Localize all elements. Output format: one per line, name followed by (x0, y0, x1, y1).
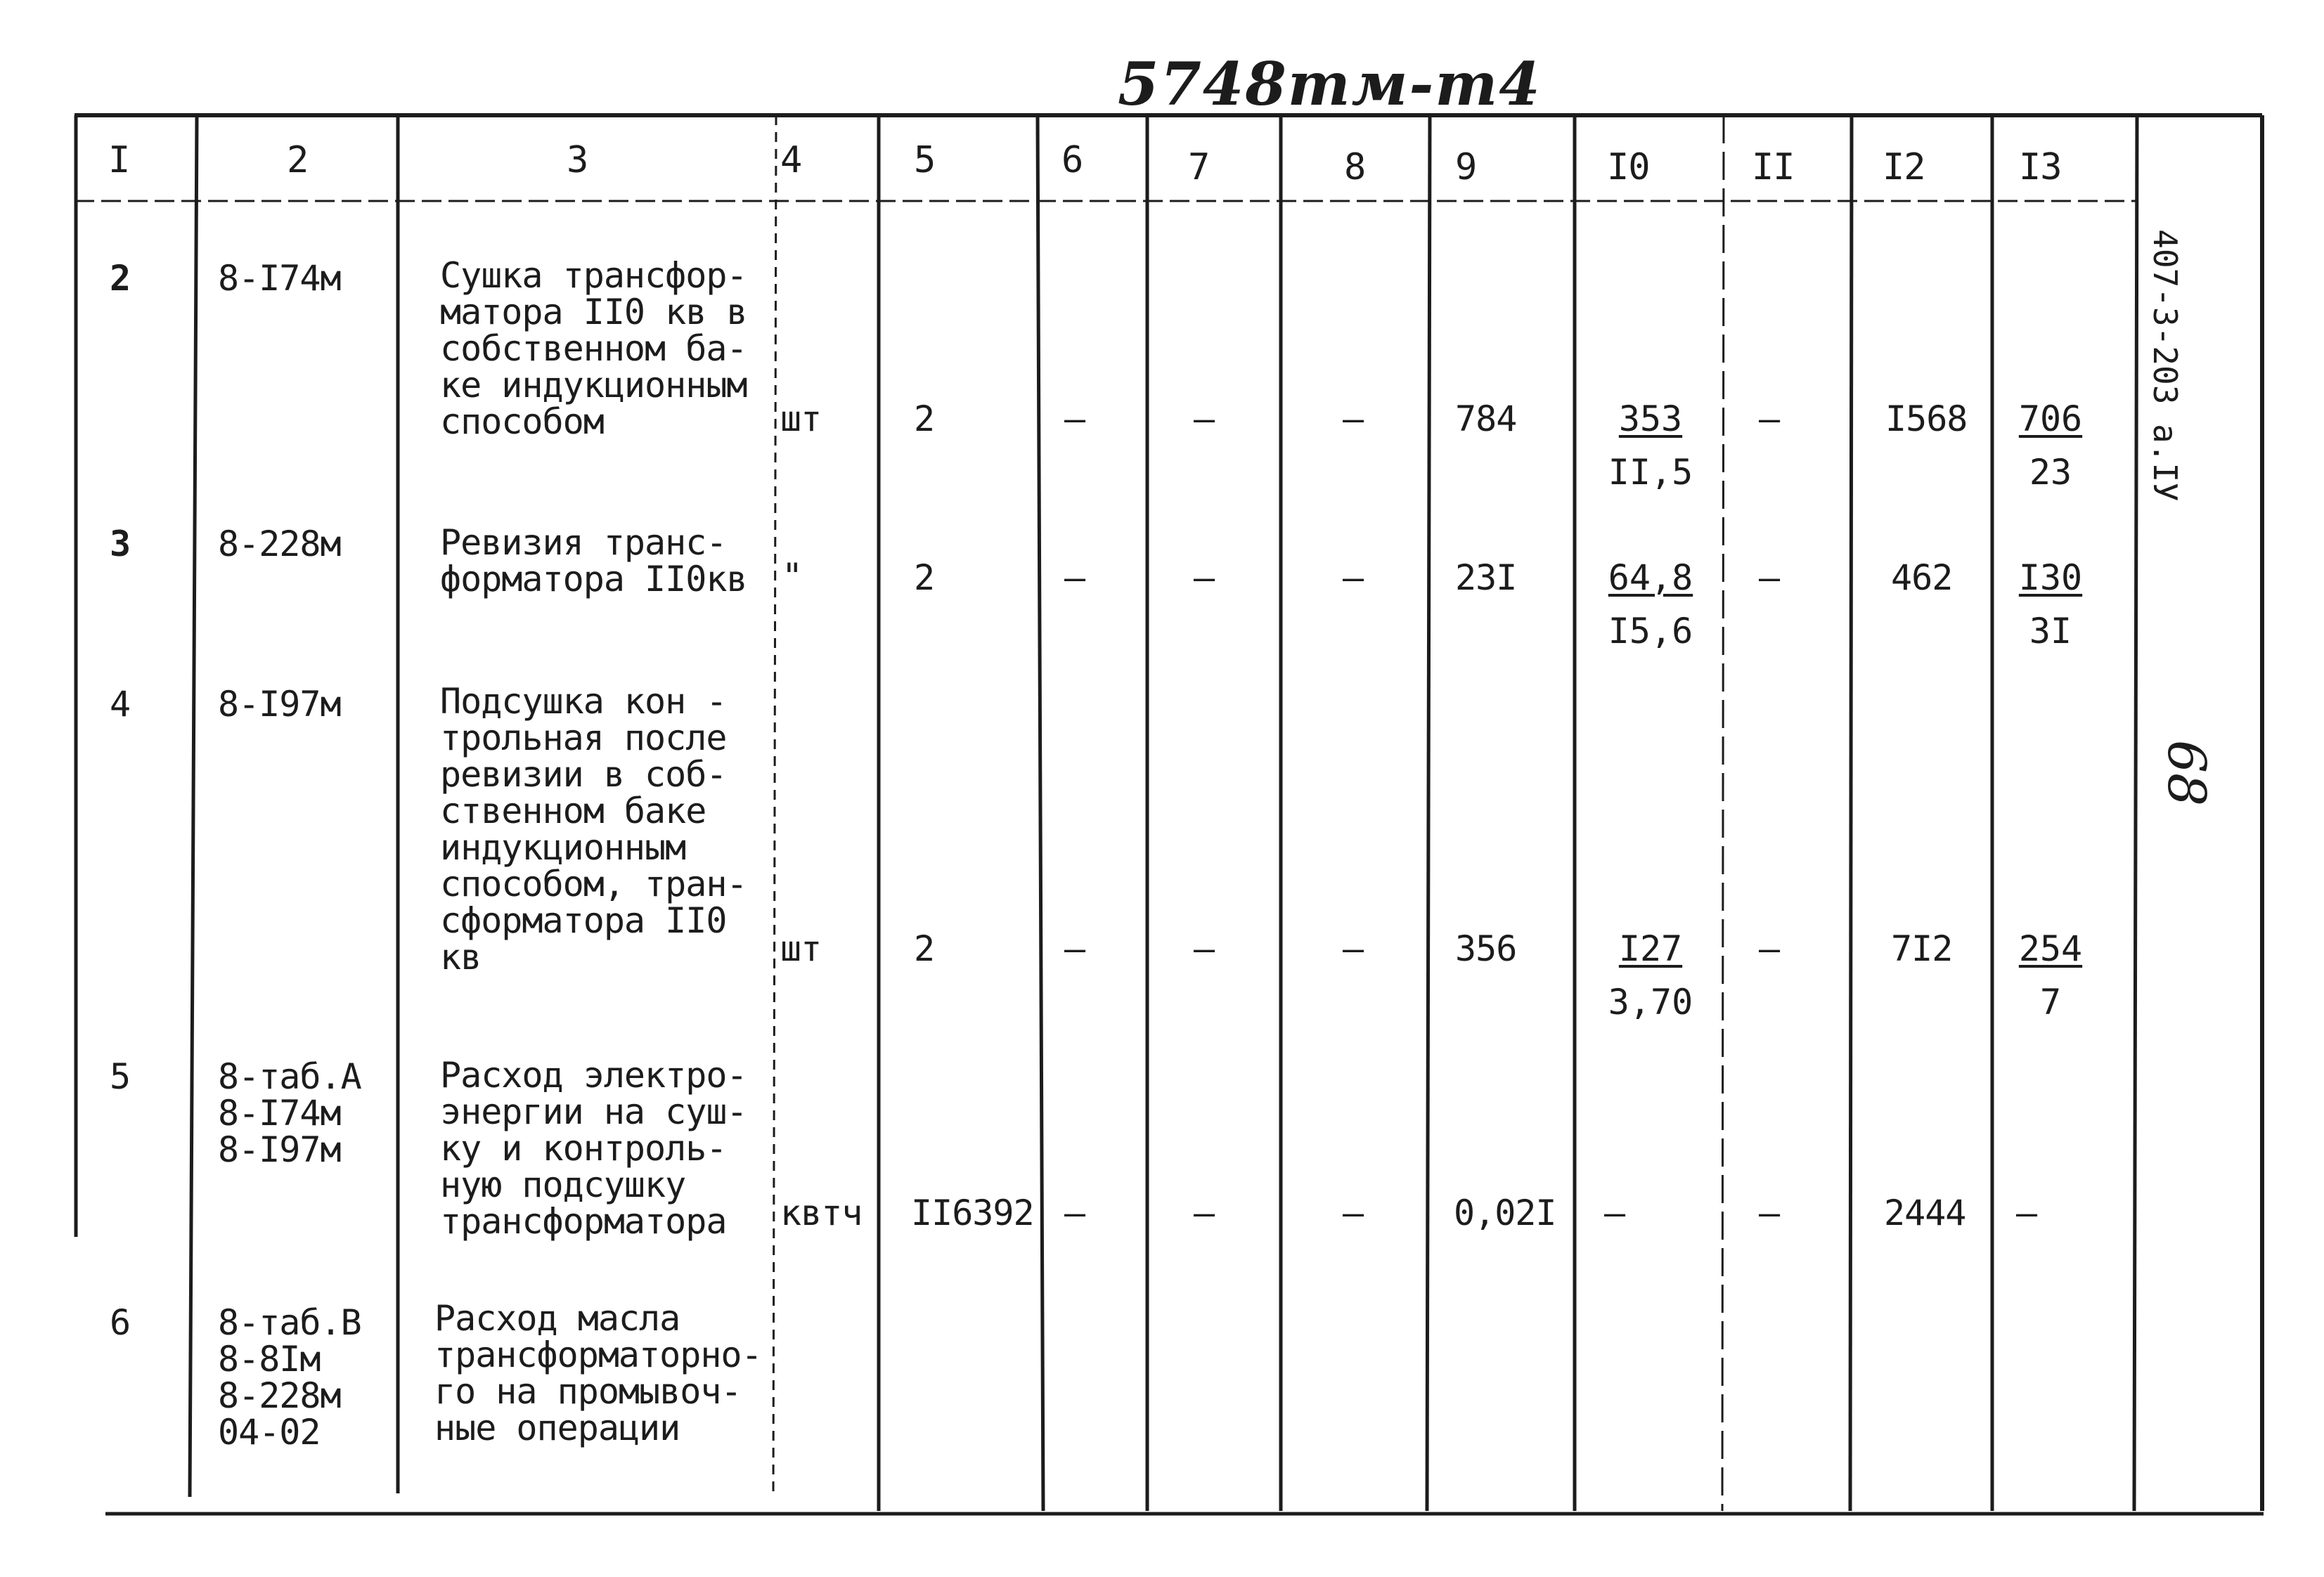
col-border-11 (1850, 115, 1852, 1511)
unit: шт (780, 398, 822, 439)
col13-fraction (2005, 928, 2096, 1023)
col13-numerator: I30 (2018, 557, 2083, 598)
col13-denominator: 23 (2029, 452, 2072, 493)
col10-fraction (1594, 928, 1707, 1023)
col8-value: – (1343, 557, 1364, 598)
col10-numerator: I27 (1618, 928, 1683, 969)
col12-value: 462 (1891, 557, 1953, 598)
col13-denominator: 7 (2039, 982, 2062, 1023)
row-number: 2 (110, 258, 131, 299)
unit: шт (780, 928, 822, 969)
col-border-3 (773, 115, 776, 1493)
work-description: Сушка трансфор- матора II0 кв в собственном ба- ке индукционным способом (440, 255, 747, 442)
norm-code: 8-таб.А 8-I74м 8-I97м (218, 1056, 361, 1170)
col8-value: – (1343, 1193, 1364, 1233)
column-header-1: I (108, 139, 130, 181)
col13-numerator: 706 (2018, 398, 2083, 439)
col10-fraction (1594, 559, 1707, 649)
drawing-code-text: 407-3-203 а.IУ (2146, 229, 2184, 502)
work-description: Ревизия транс- форматора II0кв (440, 522, 747, 599)
col-border-1 (190, 115, 197, 1497)
work-description: Расход электро- энергии на суш- ку и контроль- ную подсушку трансформатора (440, 1055, 747, 1242)
col8-value: – (1343, 398, 1364, 439)
norm-code: 8-таб.В 8-8Iм 8-228м 04-02 (218, 1302, 361, 1453)
col9-value: 784 (1455, 398, 1517, 439)
col10-denominator: II,5 (1608, 452, 1693, 493)
col7-value: – (1194, 1193, 1215, 1233)
quantity: 2 (914, 398, 935, 439)
col11-value: – (1759, 1193, 1780, 1233)
col10-fraction (1594, 398, 1707, 493)
column-header-13: I3 (2019, 146, 2062, 188)
col13-value: – (2016, 1193, 2037, 1233)
column-header-6: 6 (1061, 139, 1083, 181)
col13-numerator: 254 (2018, 928, 2083, 969)
col11-value: – (1759, 928, 1780, 969)
col7-value: – (1194, 557, 1215, 598)
col10-denominator: I5,6 (1608, 611, 1693, 651)
col9-value: 0,02I (1454, 1193, 1556, 1233)
norm-code: 8-I97м (218, 684, 341, 725)
col10-numerator: 353 (1618, 398, 1683, 439)
column-header-11: II (1752, 146, 1795, 188)
col-border-5 (1038, 115, 1043, 1511)
col12-value: 7I2 (1891, 928, 1953, 969)
col13-denominator: 3I (2029, 611, 2072, 651)
col10-value: – (1604, 1193, 1625, 1233)
row-number: 3 (110, 524, 131, 564)
col10-denominator: 3,70 (1608, 982, 1693, 1023)
col10-numerator: 64,8 (1608, 557, 1693, 598)
col6-value: – (1064, 928, 1085, 969)
col12-value: I568 (1885, 398, 1968, 439)
column-header-2: 2 (287, 139, 309, 181)
document-number: 5748тм-т4 (1118, 49, 1542, 119)
col11-value: – (1759, 557, 1780, 598)
work-description: Расход масла трансформаторно- го на промывоч- ные операции (434, 1298, 762, 1448)
column-header-5: 5 (914, 139, 936, 181)
unit: квтч (780, 1193, 863, 1233)
norm-code: 8-I74м (218, 258, 341, 299)
drawing-code (2137, 197, 2193, 534)
column-header-12: I2 (1883, 146, 1925, 188)
col11-value: – (1759, 398, 1780, 439)
col6-value: – (1064, 398, 1085, 439)
column-header-8: 8 (1344, 146, 1366, 188)
quantity: 2 (914, 928, 935, 969)
column-header-10: I0 (1607, 146, 1650, 188)
col13-fraction (2005, 398, 2096, 493)
col7-value: – (1194, 398, 1215, 439)
row-number: 4 (110, 684, 131, 725)
quantity: 2 (914, 557, 935, 598)
col-border-8 (1427, 115, 1430, 1511)
column-header-7: 7 (1188, 146, 1210, 188)
column-header-9: 9 (1455, 146, 1477, 188)
col6-value: – (1064, 557, 1085, 598)
work-description: Подсушка кон - трольная после ревизии в соб- ственном баке индукционным способом, тран- сформатора II0 кв (440, 681, 747, 978)
column-header-3: 3 (567, 139, 588, 181)
row-number: 6 (110, 1302, 131, 1343)
col13-fraction (2005, 559, 2096, 649)
page-number-text: 68 (2156, 739, 2216, 807)
col-border-10 (1722, 115, 1724, 1511)
column-header-4: 4 (780, 139, 802, 181)
col7-value: – (1194, 928, 1215, 969)
col8-value: – (1343, 928, 1364, 969)
quantity: II6392 (911, 1193, 1034, 1233)
col12-value: 2444 (1884, 1193, 1966, 1233)
col6-value: – (1064, 1193, 1085, 1233)
page-number (2151, 738, 2221, 808)
row-number: 5 (110, 1056, 131, 1097)
col9-value: 356 (1455, 928, 1517, 969)
col9-value: 23I (1455, 557, 1517, 598)
unit: " (782, 556, 803, 597)
norm-code: 8-228м (218, 524, 341, 564)
